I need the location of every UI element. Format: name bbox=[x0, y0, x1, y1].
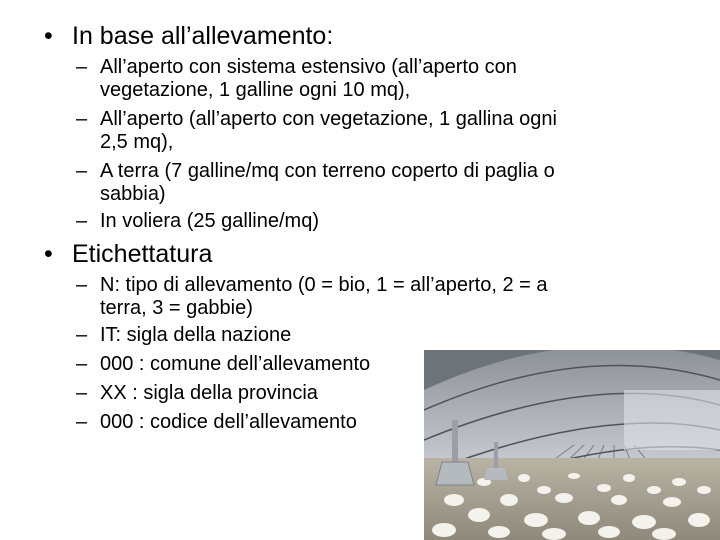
sub-bullet-marker: – bbox=[76, 353, 88, 375]
sub-bullet-line: terra, 3 = gabbie) bbox=[100, 297, 253, 319]
sub-bullet-text bbox=[100, 324, 670, 347]
sub-bullet-text bbox=[100, 353, 670, 376]
sub-bullet-text bbox=[100, 160, 670, 206]
sub-bullet-text bbox=[100, 411, 670, 434]
sub-bullet-line: XX : sigla della provincia bbox=[100, 382, 318, 404]
sub-bullet-text bbox=[100, 56, 670, 102]
sub-bullet-line: 000 : comune dell’allevamento bbox=[100, 353, 371, 375]
sub-bullet-marker: – bbox=[76, 210, 88, 232]
sub-bullet-text bbox=[100, 382, 670, 405]
bullet-text: Etichettatura bbox=[72, 240, 213, 268]
sub-bullet-line: vegetazione, 1 galline ogni 10 mq), bbox=[100, 79, 411, 101]
sub-bullet-marker: – bbox=[76, 411, 88, 433]
sub-bullet-line: All’aperto con sistema estensivo (all’aperto con bbox=[100, 56, 517, 78]
sub-bullet-line: In voliera (25 galline/mq) bbox=[100, 210, 319, 232]
bullet-marker: • bbox=[44, 22, 53, 50]
sub-bullet-marker: – bbox=[76, 56, 88, 78]
sub-bullet-line: IT: sigla della nazione bbox=[100, 324, 292, 346]
sub-bullet-marker: – bbox=[76, 324, 88, 346]
sub-bullet-line: 000 : codice dell’allevamento bbox=[100, 411, 357, 433]
sub-bullet-marker: – bbox=[76, 160, 88, 182]
poultry-barn-photo bbox=[424, 350, 720, 540]
sub-bullet-line: 2,5 mq), bbox=[100, 131, 174, 153]
sub-bullet-marker: – bbox=[76, 108, 88, 130]
sub-bullet-text bbox=[100, 274, 670, 320]
sub-bullet-text bbox=[100, 210, 670, 233]
sub-bullet-line: N: tipo di allevamento (0 = bio, 1 = all’aperto, 2 = a bbox=[100, 274, 548, 296]
bullet-text: In base all’allevamento: bbox=[72, 22, 334, 50]
sub-bullet-text bbox=[100, 108, 670, 154]
sub-bullet-line: A terra (7 galline/mq con terreno coperto di paglia o bbox=[100, 160, 555, 182]
sub-bullet-marker: – bbox=[76, 274, 88, 296]
sub-bullet-line: All’aperto (all’aperto con vegetazione, 1 gallina ogni bbox=[100, 108, 557, 130]
sub-bullet-marker: – bbox=[76, 382, 88, 404]
bullet-marker: • bbox=[44, 240, 53, 268]
sub-bullet-line: sabbia) bbox=[100, 183, 166, 205]
